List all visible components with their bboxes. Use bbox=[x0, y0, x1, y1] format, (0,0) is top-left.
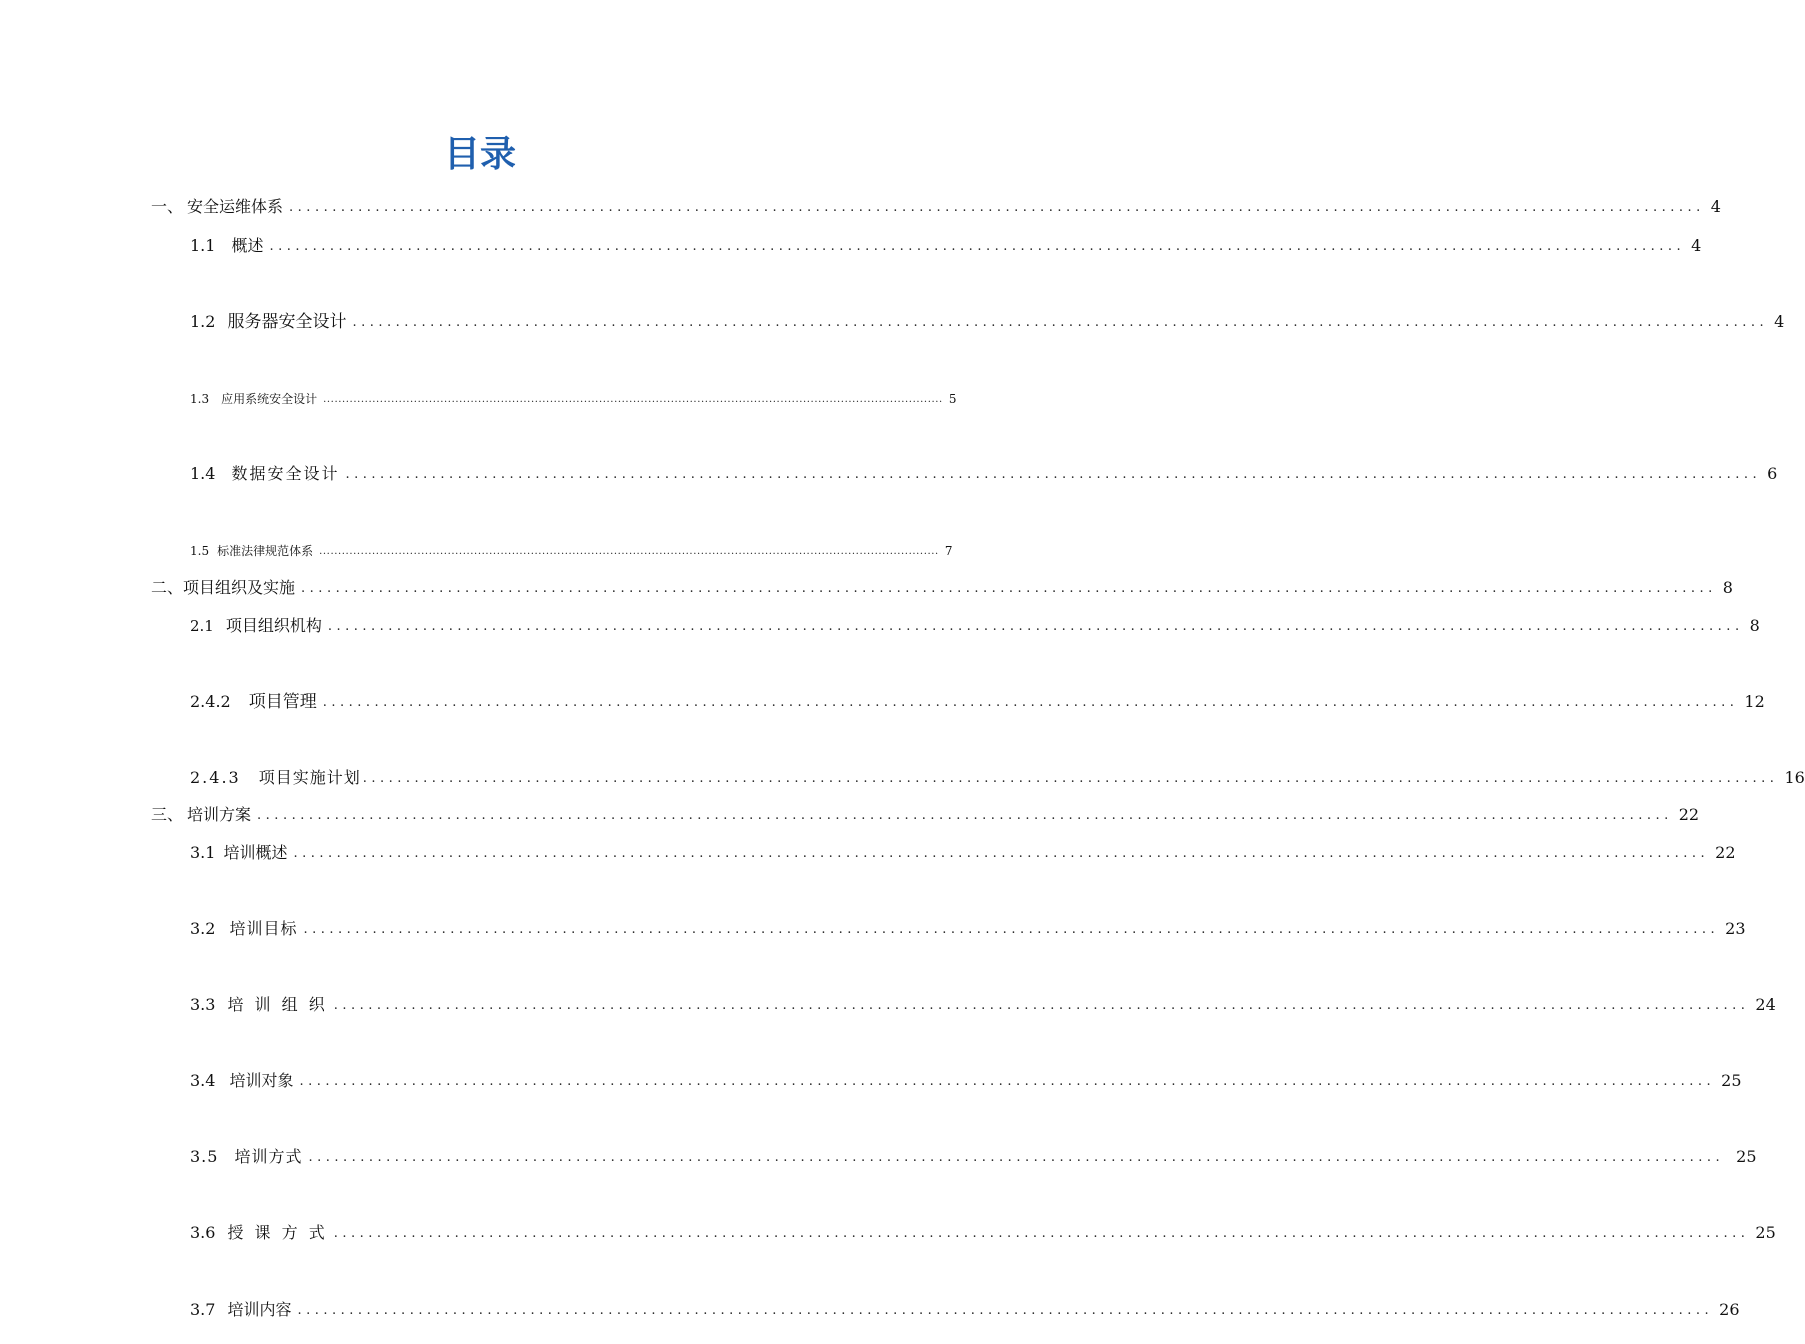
toc-dot-leader: .................................................................................................................................................................... bbox=[333, 1226, 1750, 1241]
toc-entry-2-4-3[interactable] bbox=[190, 763, 1805, 789]
toc-entry-page: 26 bbox=[1719, 1300, 1740, 1319]
toc-entry-separator: 、 bbox=[167, 805, 184, 824]
toc-entry-1-5[interactable] bbox=[190, 536, 953, 562]
toc-dot-leader: .................................................................................................................................................................... bbox=[289, 200, 1705, 215]
toc-entry-number: 3.3 bbox=[190, 995, 216, 1014]
toc-entry-number: 二 bbox=[151, 578, 168, 597]
toc-entry-number: 3.2 bbox=[190, 919, 216, 938]
toc-entry-number: 2.4.3 bbox=[190, 768, 241, 787]
toc-entry-page: 25 bbox=[1736, 1147, 1757, 1166]
toc-entry-1-4[interactable] bbox=[190, 459, 1778, 485]
toc-entry-label: 培训对象 bbox=[229, 1071, 294, 1090]
toc-entry-page: 8 bbox=[1749, 616, 1760, 635]
toc-dot-leader: .................................................................................................................................................................... bbox=[257, 808, 1673, 823]
toc-entry-label: 应用系统安全设计 bbox=[221, 392, 318, 406]
toc-entry-section-1[interactable] bbox=[151, 192, 1721, 218]
toc-dot-leader: .................................................................................................................................................................... bbox=[303, 922, 1720, 937]
toc-entry-number: 3.5 bbox=[190, 1147, 219, 1166]
toc-entry-label: 数据安全设计 bbox=[231, 464, 340, 483]
toc-entry-number: 1.1 bbox=[190, 236, 216, 255]
toc-entry-3-2[interactable] bbox=[190, 914, 1746, 940]
toc-entry-label: 项目实施计划 bbox=[258, 768, 361, 787]
toc-entry-number: 1.3 bbox=[190, 392, 210, 406]
toc-entry-label: 授 课 方 式 bbox=[227, 1223, 328, 1242]
toc-entry-2-1[interactable] bbox=[190, 611, 1760, 637]
toc-entry-3-3[interactable] bbox=[190, 990, 1776, 1016]
toc-entry-page: 7 bbox=[944, 544, 953, 558]
toc-entry-label: 培训目标 bbox=[229, 919, 298, 938]
toc-entry-page: 4 bbox=[1691, 236, 1702, 255]
toc-entry-page: 5 bbox=[948, 392, 957, 406]
toc-entry-page: 4 bbox=[1710, 197, 1721, 216]
toc-title: 目录 bbox=[443, 134, 516, 175]
toc-entry-number: 1.5 bbox=[190, 544, 210, 558]
toc-entry-number: 1.2 bbox=[190, 312, 216, 331]
toc-entry-separator: 、 bbox=[167, 578, 184, 597]
toc-entry-1-2[interactable] bbox=[190, 307, 1785, 333]
toc-dot-leader: .................................................................................................................................................................... bbox=[293, 846, 1710, 861]
toc-entry-label: 培训概述 bbox=[223, 843, 288, 862]
toc-entry-number: 三 bbox=[151, 805, 168, 824]
toc-entry-1-1[interactable] bbox=[190, 231, 1702, 257]
toc-entry-label: 项目管理 bbox=[248, 692, 317, 712]
toc-entry-label: 标准法律规范体系 bbox=[217, 544, 314, 558]
toc-entry-page: 23 bbox=[1725, 919, 1746, 938]
toc-entry-number: 1.4 bbox=[190, 464, 216, 483]
toc-entry-page: 16 bbox=[1784, 768, 1805, 787]
toc-entry-number: 2.1 bbox=[190, 617, 214, 635]
toc-dot-leader: .................................................................................................................................................................... bbox=[333, 998, 1750, 1013]
toc-entry-number: 3.6 bbox=[190, 1223, 216, 1242]
toc-entry-number: 一 bbox=[151, 197, 168, 216]
toc-entry-label: 培 训 组 织 bbox=[227, 995, 328, 1014]
toc-dot-leader: .................................................................................................................................................................... bbox=[269, 239, 1686, 254]
toc-entry-section-3[interactable] bbox=[151, 800, 1700, 826]
toc-entry-page: 4 bbox=[1774, 312, 1785, 331]
toc-entry-label: 安全运维体系 bbox=[187, 197, 284, 216]
toc-entry-number: 3.1 bbox=[190, 843, 216, 862]
toc-entry-3-6[interactable] bbox=[190, 1218, 1776, 1244]
toc-entry-page: 22 bbox=[1678, 805, 1700, 824]
toc-entry-3-7[interactable] bbox=[190, 1295, 1740, 1321]
toc-dot-leader: .................................................................................................................................................................... bbox=[297, 1303, 1714, 1318]
toc-entry-number: 2.4.2 bbox=[190, 692, 231, 711]
toc-dot-leader: .................................................................................................................................................................... bbox=[327, 619, 1744, 634]
toc-entry-label: 培训内容 bbox=[227, 1300, 292, 1319]
toc-dot-leader: .................................................................................................................................................................... bbox=[299, 1074, 1716, 1089]
toc-entry-3-1[interactable] bbox=[190, 838, 1736, 864]
toc-dot-leader: .................................................................................................................................................................... bbox=[345, 467, 1762, 482]
toc-entry-number: 3.7 bbox=[190, 1300, 216, 1319]
toc-entry-1-3[interactable] bbox=[190, 384, 957, 410]
toc-entry-page: 12 bbox=[1744, 692, 1765, 711]
toc-entry-label: 服务器安全设计 bbox=[227, 312, 347, 332]
toc-entry-3-4[interactable] bbox=[190, 1066, 1742, 1092]
toc-entry-page: 25 bbox=[1721, 1071, 1742, 1090]
toc-entry-page: 25 bbox=[1755, 1223, 1776, 1242]
toc-entry-number: 3.4 bbox=[190, 1071, 216, 1090]
toc-entry-page: 24 bbox=[1755, 995, 1776, 1014]
toc-dot-leader: .................................................................................................................................................................... bbox=[362, 771, 1779, 786]
toc-entry-page: 8 bbox=[1722, 578, 1733, 597]
toc-entry-label: 培训方案 bbox=[187, 805, 252, 824]
toc-entry-label: 项目组织及实施 bbox=[183, 578, 296, 597]
toc-entry-label: 项目组织机构 bbox=[225, 616, 322, 635]
toc-entry-separator: 、 bbox=[167, 197, 184, 216]
toc-dot-leader: .................................................................................................................................................................... bbox=[301, 581, 1717, 596]
toc-dot-leader: .................................................................................................................................................................... bbox=[308, 1150, 1725, 1165]
toc-entry-label: 概述 bbox=[231, 236, 264, 255]
toc-entry-label: 培训方式 bbox=[234, 1147, 303, 1166]
toc-dot-leader: .................................................................................................................................................................... bbox=[322, 695, 1739, 710]
toc-entry-2-4-2[interactable] bbox=[190, 687, 1765, 713]
toc-entry-3-5[interactable] bbox=[190, 1142, 1757, 1168]
toc-dot-leader: .................................................................................................................................................................... bbox=[323, 394, 943, 405]
toc-entry-page: 22 bbox=[1715, 843, 1736, 862]
toc-dot-leader: .................................................................................................................................................................... bbox=[319, 546, 939, 557]
toc-entry-section-2[interactable] bbox=[151, 573, 1733, 599]
toc-entry-page: 6 bbox=[1767, 464, 1778, 483]
toc-dot-leader: .................................................................................................................................................................... bbox=[352, 315, 1769, 330]
